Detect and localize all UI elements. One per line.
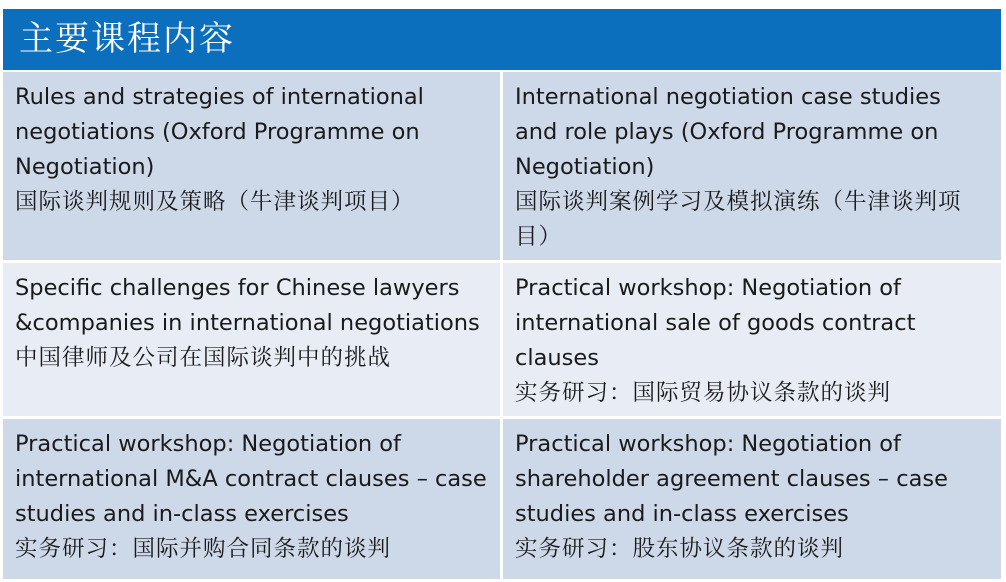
cell-english-text: Practical workshop: Negotiation of international sale of goods contract clauses: [515, 275, 916, 371]
cell-chinese-text: 实务研习：股东协议条款的谈判: [515, 536, 845, 562]
course-table: [3, 9, 1003, 579]
cell-english-text: Practical workshop: Negotiation of shareholder agreement clauses – case studies and in-class exercises: [515, 431, 948, 527]
cell-english-text: International negotiation case studies and role plays (Oxford Programme on Negotiation): [515, 84, 941, 180]
page-title: 主要课程内容: [3, 9, 1001, 70]
cell-english-text: Practical workshop: Negotiation of international M&A contract clauses – case studies and in-class exercises: [15, 431, 487, 527]
cell-chinese-text: 实务研习：国际贸易协议条款的谈判: [515, 380, 892, 406]
table-cell: [503, 72, 1001, 260]
table-cell: [3, 419, 500, 579]
cell-english-text: Rules and strategies of international negotiations (Oxford Programme on Negotiation): [15, 84, 424, 180]
cell-chinese-text: 中国律师及公司在国际谈判中的挑战: [15, 345, 392, 371]
cell-chinese-text: 实务研习：国际并购合同条款的谈判: [15, 536, 392, 562]
table-cell: [503, 263, 1001, 416]
cell-english-text: Specific challenges for Chinese lawyers &companies in international negotiations: [15, 275, 480, 336]
cell-chinese-text: 国际谈判规则及策略（牛津谈判项目）: [15, 189, 415, 215]
table-cell: [3, 263, 500, 416]
cell-chinese-text: 国际谈判案例学习及模拟演练（牛津谈判项目）: [515, 189, 962, 250]
table-cell: [3, 72, 500, 260]
table-cell: [503, 419, 1001, 579]
